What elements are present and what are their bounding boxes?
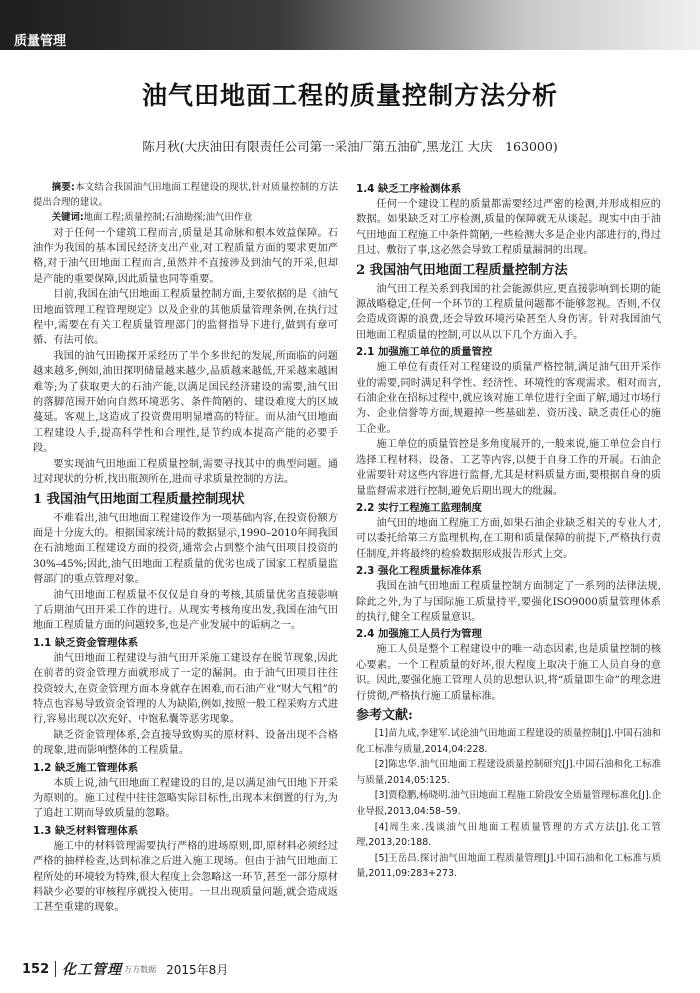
body-paragraph: 施工单位有责任对工程建设的质量严格控制,满足油气田开采作业的需要,同时满足科学性、经济性、环境性的客观需求。相对而言,石油企业在招标过程中,就应该对施工单位进行全面了解,通过市场行为、企业信誉等方面,规避掉一些基础差、资历浅、缺乏责任心的施工企业。 xyxy=(356,362,661,435)
section-label: 质量管理 xyxy=(14,34,67,49)
subsection-heading: 2.2 实行工程施工监理制度 xyxy=(356,501,482,514)
references-heading: 参考文献: xyxy=(356,707,413,723)
page-footer xyxy=(22,957,228,981)
body-paragraph: 施工单位的质量管控是多角度展开的,一般来说,施工单位会自行选择工程材料、设备、工艺等内容,以便于自身工作的开展。石油企业需要针对这些内容进行监督,尤其是材料质量方面,要根据自身的质量监督需求进行控制,避免后期出现大的纰漏。 xyxy=(356,439,661,497)
body-paragraph: 本质上说,油气田地面工程建设的目的,是以满足油气田地下开采为原则的。施工过程中往往忽略实际目标性,出现本末倒置的行为,为了追赶工期而导致质量的忽略。 xyxy=(33,777,338,820)
reference-item: [5]王岳昌.探讨油气田地面工程质量管理[J].中国石油和化工标准与质量,2011,09:283+273. xyxy=(356,852,661,880)
journal-watermark: 万方数据 xyxy=(124,964,157,974)
right-column xyxy=(356,180,661,882)
intro-paragraph: 我国的油气田勘探开采经历了半个多世纪的发展,所面临的问题越来越多,例如,油田探明储量越来越少,品质越来越低,开采越来越困难等;为了获取更大的石油产能,以满足国民经济建设的需要,油气田的落脚范围开始向自然环境恶劣、条件简陋的、建设难度大的区域蔓延。客观上,这造成了投资费用明显增高的特征。而从油气田地面工程建设人手,提高科学性和合理性,是节约成本提高产能的必要手段。 xyxy=(33,350,338,455)
footer-divider xyxy=(55,961,56,977)
subsection-heading: 1.1 缺乏资金管理体系 xyxy=(33,636,139,649)
subsection-heading: 2.4 加强施工人员行为管理 xyxy=(356,628,482,641)
article-title: 油气田地面工程的质量控制方法分析 xyxy=(141,81,558,110)
subsection-heading: 2.1 加强施工单位的质量管控 xyxy=(356,346,493,359)
header-bar xyxy=(0,0,700,50)
reference-item: [2]陈忠华.油气田地面工程建设质量控制研究[J].中国石油和化工标准与质量,2014,05:125. xyxy=(356,759,661,786)
body-paragraph: 油气田的地面工程施工方面,如果石油企业缺乏相关的专业人才,可以委托给第三方监理机构,在工期和质量保障的前提下,严格执行责任制度,并将最终的检验数据形成报告形式上交。 xyxy=(356,517,661,560)
intro-paragraph: 目前,我国在油气田地面工程质量控制方面,主要依据的是《油气田地面管理工程管理规定》以及企业的其他质量管理条例,在执行过程中,需要在有关工程质量管理部门的监督指导下进行,做到有章可循、有法可依。 xyxy=(33,289,338,347)
keywords xyxy=(33,210,338,225)
keywords-label: 关键词: xyxy=(51,212,84,224)
journal-logo: 化工管理 xyxy=(62,962,123,978)
subsection-heading: 1.2 缺乏施工管理体系 xyxy=(33,761,139,774)
abstract-label: 摘要: xyxy=(51,182,75,193)
subsection-heading: 1.4 缺乏工序检测体系 xyxy=(356,183,462,195)
abstract-text: 本文结合我国油气田地面工程建设的现状,针对质量控制的方法提出合理的建议。 xyxy=(33,182,339,209)
abstract xyxy=(33,180,338,210)
subsection-heading: 2.3 强化工程质量标准体系 xyxy=(356,565,482,578)
intro-paragraph: 对于任何一个建筑工程而言,质量是其命脉和根本效益保障。石油作为我国的基本国民经济支出产业,对工程质量方面的要求更加严格,对于油气田地面工程而言,虽然并不直接涉及到油气的开采,但却是产能的重要保障,因此质量也同等重要。 xyxy=(33,227,338,285)
body-paragraph: 油气田工程关系到我国的社会能源供应,更直接影响到长期的能源战略稳定,任何一个环节的工程质量问题都不能够忽视。否则,不仅会造成资源的浪费,还会导致环境污染甚至人身伤害。针对我国油气田地面工程质量的控制,可以从以下几个方面入手。 xyxy=(356,283,661,341)
author-line: 陈月秋(大庆油田有限责任公司第一采油厂第五油矿,黑龙江 大庆 163000) xyxy=(142,139,558,154)
body-paragraph: 油气田地面工程建设与油气田开采施工建设存在脱节现象,因此在前者的资金管理方面就形成了一定的漏洞。由于油气田项目往往投资较大,在资金管理方面本身就存在困难,而石油产业“财大气粗”的特点也容易导致资金管理的人为缺陷,例如,按照一般工程采购方式进行,容易出现以次充好、中饱私囊等恶劣现象。 xyxy=(33,652,338,726)
reference-item: [4]周生来.浅谈油气田地面工程质量管理的方式方法[J].化工管理,2013,20:188. xyxy=(356,821,661,849)
intro-paragraph: 要实现油气田地面工程质量控制,需要寻找其中的典型问题。通过对现状的分析,找出瓶颈所在,进而寻求质量控制的方法。 xyxy=(33,458,338,486)
body-paragraph: 油气田地面工程质量不仅仅是自身的考核,其质量优劣直接影响了后期油气田开采工作的进行。从现实考核角度出发,我国在油气田地面工程质量方面的问题较多,也是产业发展中的诟病之一。 xyxy=(33,589,338,632)
body-paragraph: 任何一个建设工程的质量都需要经过严密的检测,并形成相应的数据。如果缺乏对工序检测,质量的保障就无从谈起。现实中由于油气田地面工程施工中条件简陋,一些检测大多是企业内部进行的,得过且过、敷衍了事,这必然会导致工程质量漏洞的出现。 xyxy=(356,199,661,257)
left-column xyxy=(33,180,338,916)
section-heading: 2 我国油气田地面工程质量控制方法 xyxy=(356,262,568,278)
reference-item: [1]苗九成,李建军.试论油气田地面工程建设的质量控制[J].中国石油和化工标准与质量,2014,04:228. xyxy=(356,727,661,755)
body-paragraph: 我国在油气田地面工程质量控制方面制定了一系列的法律法规,除此之外,为了与国际施工质量持平,要强化ISO9000质量管理体系的执行,健全工程质量意识。 xyxy=(356,581,661,623)
body-paragraph: 施工中的材料管理需要执行严格的进场原则,即,原材料必须经过严格的抽样检查,达到标准之后进入施工现场。但由于油气田地面工程所处的环境较为特殊,很大程度上会忽略这一环节,甚至一部分原材料缺少必要的审核程序就投入使用。一旦出现质量问题,就会造成返工甚至重建的现象。 xyxy=(33,840,338,914)
page-number: 152 xyxy=(22,961,50,977)
body-paragraph: 缺乏资金管理体系,会直接导致购买的原材料、设备出现不合格的现象,进而影响整体的工程质量。 xyxy=(33,729,338,757)
section-heading: 1 我国油气田地面工程质量控制现状 xyxy=(33,491,245,507)
body-paragraph: 不难看出,油气田地面工程建设作为一项基础内容,在投资份额方面是十分庞大的。根据国家统计局的数据显示,1990–2010年间我国在石油地面工程建设方面的投资,通常会占到整个油气田项目投资的30%–45%;因此,油气田地面工程质量的优劣也成了国家工程质量监督部门的重点管理对象。 xyxy=(33,512,338,586)
issue-date: 2015年8月 xyxy=(166,962,229,977)
reference-item: [3]贾稳鹏,杨晓明.油气田地面工程施工阶段安全质量管理标准化[J].企业导报,2013,04:58–59. xyxy=(356,790,661,817)
keywords-text: 地面工程;质量控制;石油勘探;油气田作业 xyxy=(83,212,253,224)
subsection-heading: 1.3 缺乏材料管理体系 xyxy=(33,824,139,837)
body-paragraph: 施工人员是整个工程建设中的唯一动态因素,也是质量控制的核心要素。一个工程质量的好坏,很大程度上取决于施工人员自身的意识。因此,要强化施工管理人员的思想认识,将“质量即生命”的理念进行贯彻,严格执行施工质量标准。 xyxy=(356,644,661,702)
